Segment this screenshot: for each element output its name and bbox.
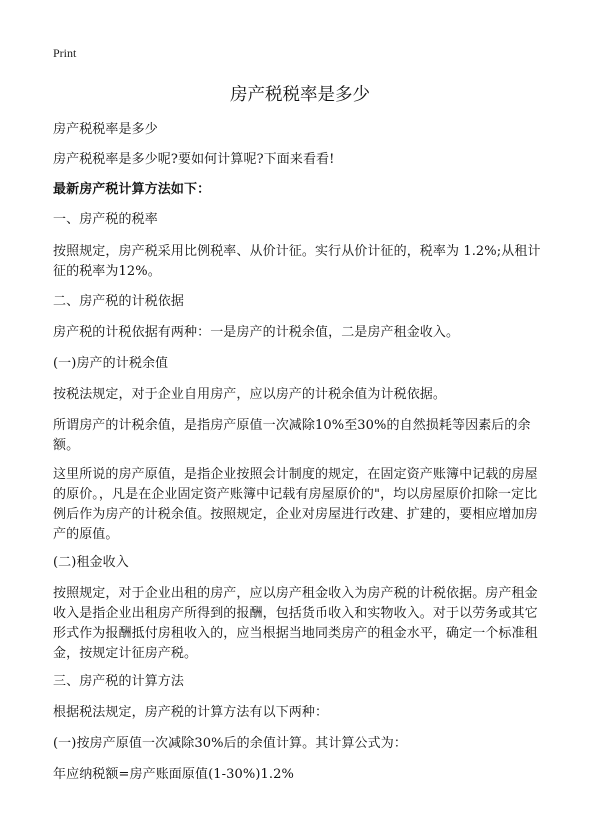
paragraph: 二、房产税的计税依据 [53, 294, 185, 309]
paragraph: 房产税税率是多少 [53, 122, 158, 137]
page-title: 房产税税率是多少 [230, 85, 370, 105]
paragraph: (二)租金收入 [53, 555, 129, 570]
paragraph: 按税法规定，对于企业自用房产，应以房产的计税余值为计税依据。 [53, 387, 447, 402]
paragraph: 一、房产税的税率 [53, 212, 158, 227]
paragraph: (一)按房产原值一次减除30%后的余值计算。其计算公式为： [53, 736, 407, 751]
paragraph: 最新房产税计算方法如下： [53, 182, 211, 197]
paragraph: 根据税法规定，房产税的计算方法有以下两种： [53, 705, 329, 720]
paragraph: 按照规定，对于企业出租的房产，应以房产租金收入为房产税的计税依据。房产租金收入是指企业出租房产所得到的报酬，包括货币收入和实物收入。对于以劳务或其它形式作为报酬抵付房租收入的，应当根据当地同类房产的租金水平，确定一个标准租金，按规定计征房产税。 [53, 586, 538, 661]
print-link[interactable]: Print [53, 46, 77, 60]
paragraph: 房产税税率是多少呢?要如何计算呢?下面来看看! [53, 152, 335, 167]
paragraph: 三、房产税的计算方法 [53, 674, 185, 689]
paragraph: 房产税的计税依据有两种：一是房产的计税余值，二是房产租金收入。 [53, 325, 460, 340]
paragraph: 年应纳税额=房产账面原值(1-30%)1.2% [53, 767, 294, 782]
paragraph: 按照规定，房产税采用比例税率、从价计征。实行从价计征的，税率为 1.2%;从租计征的税率为12%。 [53, 244, 541, 279]
paragraph: 这里所说的房产原值，是指企业按照会计制度的规定，在固定资产账簿中记载的房屋的原价。，凡是在企业固定资产账簿中记载有房屋原价的"，均以房屋原价扣除一定比例后作为房产的计税余值。按照规定，企业对房屋进行改建、扩建的，要相应增加房产的原值。 [53, 467, 538, 542]
paragraph: (一)房产的计税余值 [53, 356, 169, 371]
paragraph: 所谓房产的计税余值，是指房产原值一次减除10%至30%的自然损耗等因素后的余额。 [53, 418, 531, 453]
